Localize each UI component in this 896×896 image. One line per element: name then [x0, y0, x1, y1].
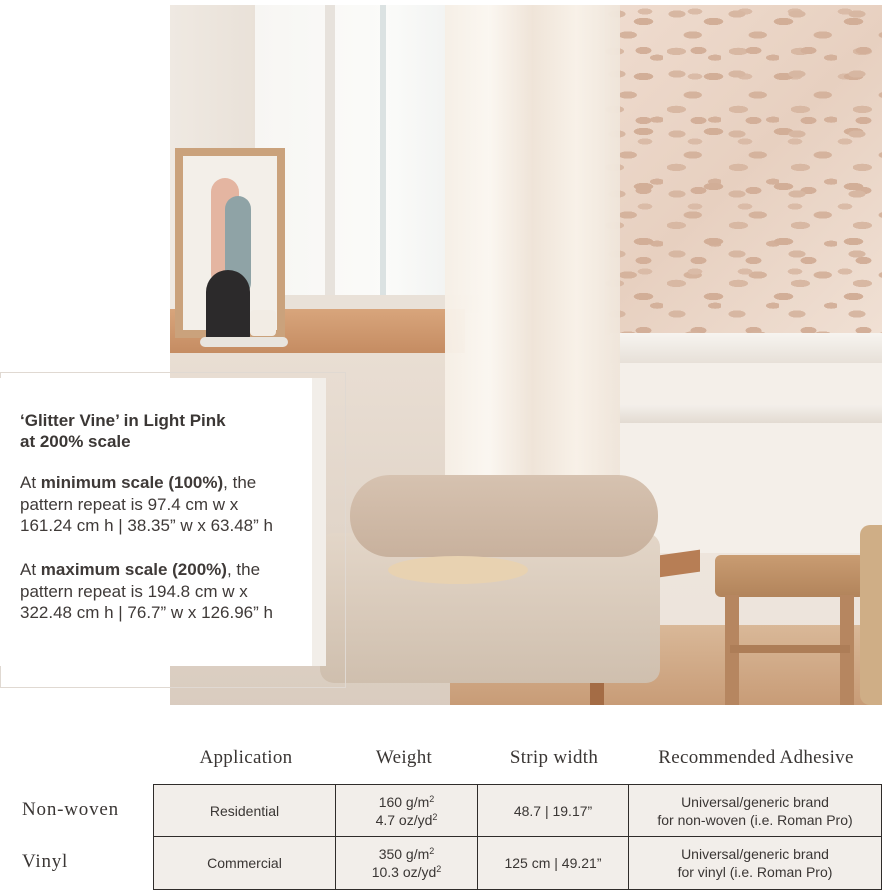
- window-frame: [325, 5, 335, 305]
- cell-strip-width: 48.7 | 19.17”: [478, 785, 629, 837]
- col-header-adhesive: Recommended Adhesive: [658, 747, 854, 768]
- info-card: [0, 378, 326, 666]
- min-prefix: At: [20, 473, 41, 492]
- pattern-title-line1: ‘Glitter Vine’ in Light Pink: [20, 411, 226, 430]
- col-header-application: Application: [199, 747, 293, 768]
- superscript: 2: [436, 864, 442, 874]
- glitter-vine-wallpaper: [605, 5, 882, 335]
- adhesive-line2: for vinyl (i.e. Roman Pro): [677, 864, 833, 880]
- buddha-statue: [206, 270, 250, 342]
- col-header-strip-width: Strip width: [509, 747, 599, 768]
- max-line3: 322.48 cm h | 76.7” w x 126.96” h: [20, 603, 273, 622]
- cell-adhesive: [629, 837, 882, 890]
- adhesive-line1: Universal/generic brand: [681, 793, 829, 810]
- panel-molding: [610, 405, 882, 423]
- pattern-title-line2: at 200% scale: [20, 432, 131, 451]
- superscript: 2: [432, 811, 438, 822]
- window-frame-edge: [380, 5, 386, 295]
- chair-rail-molding: [610, 333, 882, 363]
- basket: [860, 525, 882, 705]
- max-scale-text: [20, 559, 320, 624]
- max-prefix: At: [20, 560, 41, 579]
- min-line2: pattern repeat is 97.4 cm w x: [20, 494, 239, 514]
- row-header-vinyl: Vinyl: [22, 851, 69, 872]
- sheer-curtain: [445, 5, 620, 525]
- cell-weight: [336, 837, 478, 890]
- weight-metric: 350 g/m: [378, 846, 430, 862]
- col-header-weight: Weight: [375, 747, 433, 768]
- cell-strip-width: 125 cm | 49.21”: [478, 837, 629, 890]
- window: [255, 5, 475, 315]
- adhesive-line1: Universal/generic brand: [681, 846, 829, 862]
- tray: [200, 337, 288, 347]
- pattern-title: [20, 410, 310, 452]
- weight-imperial: 10.3 oz/yd: [371, 864, 437, 880]
- weight-imperial: 4.7 oz/yd: [375, 811, 433, 828]
- table-row: [154, 837, 882, 890]
- weight-metric: 160 g/m: [378, 793, 430, 810]
- max-suffix: , the: [226, 560, 261, 579]
- min-scale-text: [20, 472, 320, 537]
- bolster-pillow: [350, 475, 658, 557]
- candle: [250, 310, 276, 336]
- min-suffix: , the: [223, 473, 257, 492]
- cell-application: Residential: [154, 785, 336, 837]
- table-row: [154, 785, 882, 837]
- row-header-non-woven: Non-woven: [22, 799, 119, 820]
- superscript: 2: [429, 793, 435, 804]
- min-line3: 161.24 cm h | 38.35” w x 63.48” h: [20, 516, 273, 535]
- stool-seat: [715, 555, 865, 597]
- cell-application: Commercial: [154, 837, 336, 890]
- superscript: 2: [429, 846, 435, 856]
- cell-weight: [336, 785, 478, 837]
- cell-adhesive: [629, 785, 882, 837]
- adhesive-line2: for non-woven (i.e. Roman Pro): [657, 811, 853, 828]
- max-line2: pattern repeat is 194.8 cm w x: [20, 581, 248, 601]
- max-scale-label: maximum scale (200%): [40, 560, 227, 579]
- stool-rung: [730, 645, 850, 653]
- min-scale-label: minimum scale (100%): [40, 473, 224, 492]
- woven-fan: [388, 556, 528, 584]
- spec-table: [153, 784, 882, 890]
